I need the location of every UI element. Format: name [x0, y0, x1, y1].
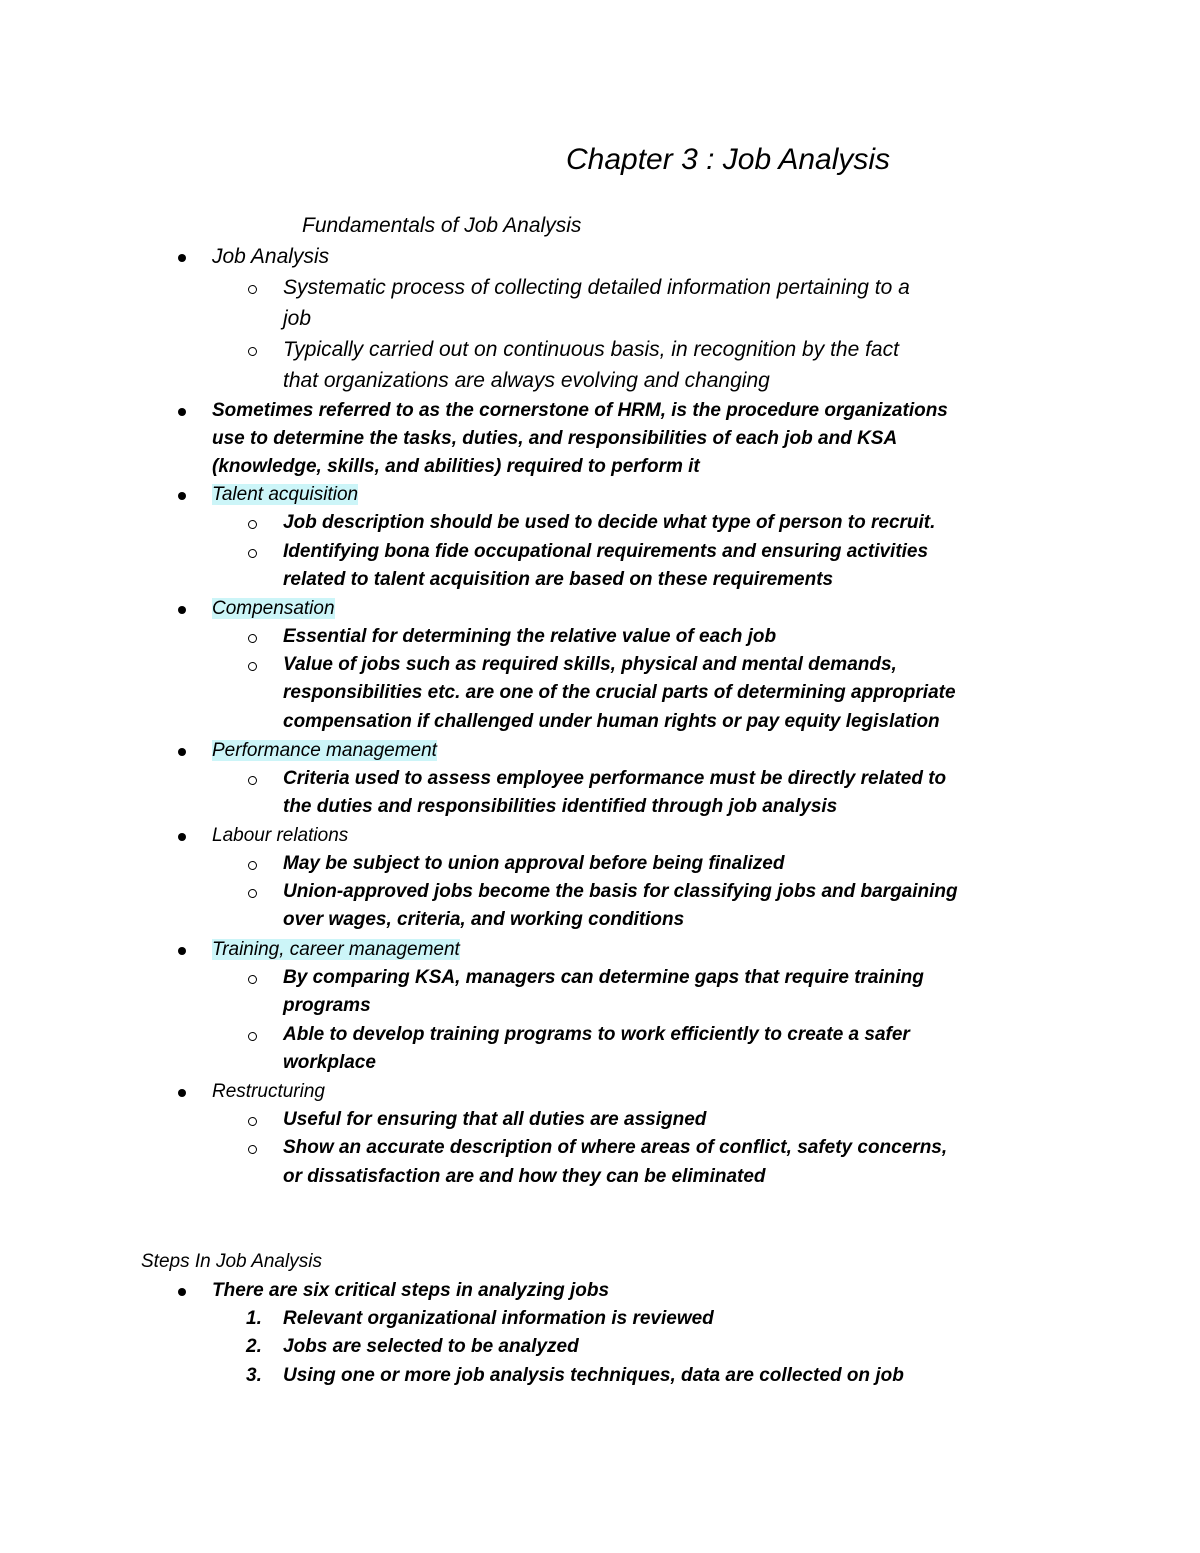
bullet-icon	[178, 1089, 186, 1097]
highlight-performance-management: Performance management	[212, 740, 437, 761]
bullet-icon	[178, 492, 186, 500]
step-item: Relevant organizational information is reviewed	[283, 1308, 714, 1329]
sub-item: Union-approved jobs become the basis for classifying jobs and bargaining	[283, 881, 958, 902]
step-number: 1.	[246, 1308, 262, 1329]
sub-item: Useful for ensuring that all duties are assigned	[283, 1109, 707, 1130]
list-item-restructuring: Restructuring	[212, 1081, 325, 1102]
section-heading-steps: Steps In Job Analysis	[141, 1251, 322, 1272]
circle-bullet-icon	[248, 549, 257, 558]
circle-bullet-icon	[248, 975, 257, 984]
sub-item: By comparing KSA, managers can determine gaps that require training	[283, 967, 924, 988]
sub-item-cont: or dissatisfaction are and how they can be eliminated	[283, 1166, 766, 1187]
sub-item-cont: the duties and responsibilities identified through job analysis	[283, 796, 838, 817]
list-item-labour-relations: Labour relations	[212, 825, 349, 846]
step-number: 3.	[246, 1365, 262, 1386]
page-title: Chapter 3 : Job Analysis	[566, 143, 891, 176]
sub-item: Criteria used to assess employee performance must be directly related to	[283, 768, 947, 789]
circle-bullet-icon	[248, 1117, 257, 1126]
sub-item: Systematic process of collecting detailed information pertaining to a	[283, 276, 910, 299]
sub-item: Job description should be used to decide what type of person to recruit.	[283, 512, 936, 533]
highlight-talent-acquisition: Talent acquisition	[212, 484, 359, 505]
sub-item: Typically carried out on continuous basis, in recognition by the fact	[283, 338, 899, 361]
highlight-training-career-management: Training, career management	[212, 939, 460, 960]
circle-bullet-icon	[248, 347, 257, 356]
circle-bullet-icon	[248, 1145, 257, 1154]
bullet-icon	[178, 947, 186, 955]
sub-item-cont: job	[283, 307, 312, 330]
bullet-icon	[178, 748, 186, 756]
sub-item-cont: that organizations are always evolving and changing	[283, 369, 770, 392]
bullet-icon	[178, 254, 186, 262]
list-item-cont: (knowledge, skills, and abilities) required to perform it	[212, 456, 700, 477]
circle-bullet-icon	[248, 861, 257, 870]
sub-item: Show an accurate description of where areas of conflict, safety concerns,	[283, 1137, 948, 1158]
step-item: Using one or more job analysis techniques, data are collected on job	[283, 1365, 904, 1386]
sub-item: Identifying bona fide occupational requirements and ensuring activities	[283, 541, 929, 562]
circle-bullet-icon	[248, 285, 257, 294]
sub-item: Value of jobs such as required skills, physical and mental demands,	[283, 654, 897, 675]
sub-item-cont: workplace	[283, 1052, 376, 1073]
sub-item-cont: related to talent acquisition are based on these requirements	[283, 569, 834, 590]
sub-item: Essential for determining the relative value of each job	[283, 626, 777, 647]
list-item-job-analysis: Job Analysis	[212, 245, 330, 268]
sub-item: Able to develop training programs to work efficiently to create a safer	[283, 1024, 910, 1045]
section-subtitle: Fundamentals of Job Analysis	[302, 214, 582, 237]
circle-bullet-icon	[248, 520, 257, 529]
highlight-compensation: Compensation	[212, 598, 335, 619]
bullet-icon	[178, 606, 186, 614]
circle-bullet-icon	[248, 634, 257, 643]
circle-bullet-icon	[248, 889, 257, 898]
circle-bullet-icon	[248, 1032, 257, 1041]
bullet-icon	[178, 1288, 186, 1296]
list-item-cornerstone: Sometimes referred to as the cornerstone of HRM, is the procedure organizations	[212, 400, 948, 421]
bullet-icon	[178, 833, 186, 841]
list-item-steps-intro: There are six critical steps in analyzing jobs	[212, 1280, 610, 1301]
sub-item-cont: responsibilities etc. are one of the crucial parts of determining appropriate	[283, 682, 956, 703]
step-item: Jobs are selected to be analyzed	[283, 1336, 579, 1357]
bullet-icon	[178, 408, 186, 416]
list-item-cont: use to determine the tasks, duties, and responsibilities of each job and KSA	[212, 428, 898, 449]
sub-item-cont: compensation if challenged under human rights or pay equity legislation	[283, 711, 940, 732]
sub-item-cont: over wages, criteria, and working conditions	[283, 909, 685, 930]
circle-bullet-icon	[248, 662, 257, 671]
sub-item: May be subject to union approval before being finalized	[283, 853, 785, 874]
circle-bullet-icon	[248, 776, 257, 785]
sub-item-cont: programs	[283, 995, 371, 1016]
step-number: 2.	[246, 1336, 262, 1357]
